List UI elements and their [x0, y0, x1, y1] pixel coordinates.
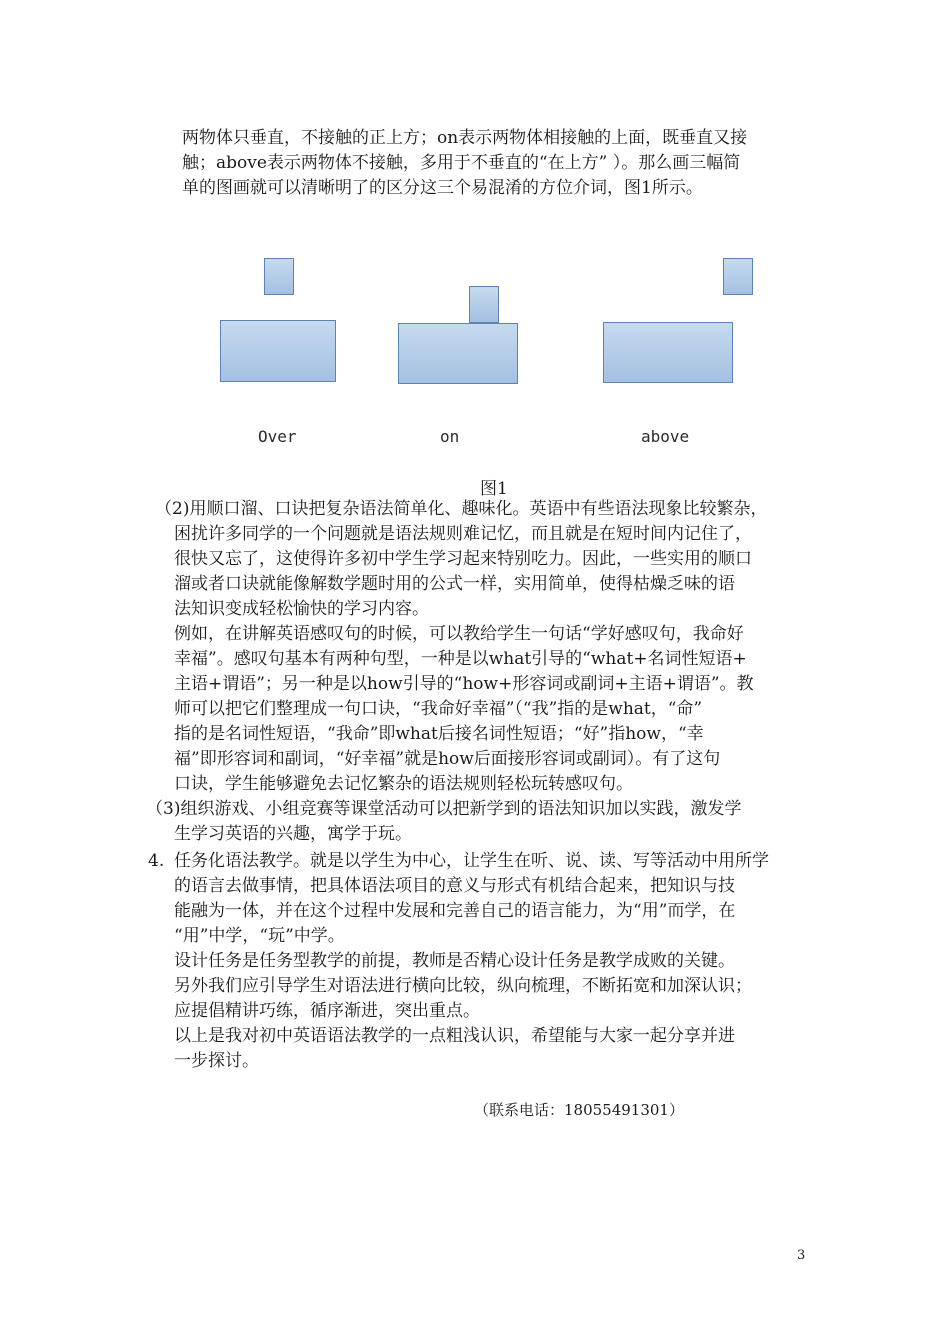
intro-line: 单的图画就可以清晰明了的区分这三个易混淆的方位介词，图1所示。 [182, 178, 703, 198]
figure-caption: 图1 [480, 479, 508, 499]
section4-number: 4. [148, 851, 165, 871]
section4-line: 能融为一体，并在这个过程中发展和完善自己的语言能力，为“用”而学，在 [174, 901, 736, 921]
section4-line: 应提倡精讲巧练，循序渐进，突出重点。 [174, 1001, 480, 1021]
section4-line: 以上是我对初中英语语法教学的一点粗浅认识，希望能与大家一起分享并进 [174, 1026, 735, 1046]
section2-line: 溜或者口诀就能像解数学题时用的公式一样，实用简单，使得枯燥乏味的语 [174, 574, 735, 594]
over-top-box [264, 258, 294, 295]
section2-line: 很快又忘了，这使得许多初中学生学习起来特别吃力。因此，一些实用的顺口 [174, 549, 752, 569]
section2-line: 困扰许多同学的一个问题就是语法规则难记忆，而且就是在短时间内记住了， [174, 524, 752, 544]
contact-phone: （联系电话：18055491301） [474, 1101, 684, 1119]
over-base-box [220, 320, 336, 382]
section2-line: （2)用顺口溜、口诀把复杂语法简单化、趣味化。英语中有些语法现象比较繁杂， [155, 499, 768, 519]
label-on: on [440, 427, 460, 446]
above-top-box [723, 258, 753, 295]
section3-line: （3)组织游戏、小组竞赛等课堂活动可以把新学到的语法知识加以实践，激发学 [146, 799, 742, 819]
on-top-box [469, 286, 499, 323]
section2-line: 指的是名词性短语，“我命”即what后接名词性短语；“好”指how，“幸 [174, 724, 704, 744]
on-base-box [398, 323, 518, 384]
page-number: 3 [797, 1248, 806, 1263]
section4-line: 一步探讨。 [174, 1051, 259, 1071]
section4-line: 的语言去做事情，把具体语法项目的意义与形式有机结合起来，把知识与技 [174, 876, 735, 896]
section3-line: 生学习英语的兴趣，寓学于玩。 [174, 824, 412, 844]
section2-line: 主语+谓语”；另一种是以how引导的“how+形容词或副词+主语+谓语”。教 [174, 674, 754, 694]
section2-line: 师可以把它们整理成一句口诀，“我命好幸福”（“我”指的是what，“命” [174, 699, 703, 719]
intro-line: 触；above表示两物体不接触，多用于不垂直的“在上方” ）。那么画三幅简 [182, 153, 741, 173]
intro-line: 两物体只垂直，不接触的正上方；on表示两物体相接触的上面，既垂直又接 [182, 128, 748, 148]
section2-line: 口诀，学生能够避免去记忆繁杂的语法规则轻松玩转感叹句。 [174, 774, 633, 794]
section4-line: 任务化语法教学。就是以学生为中心，让学生在听、说、读、写等活动中用所学 [174, 851, 769, 871]
section2-line: 福”即形容词和副词，“好幸福”就是how后面接形容词或副词）。有了这句 [174, 749, 721, 769]
above-base-box [603, 322, 733, 383]
section4-line: “用”中学，“玩”中学。 [174, 926, 345, 946]
label-above: above [641, 427, 690, 446]
section4-line: 另外我们应引导学生对语法进行横向比较，纵向梳理，不断拓宽和加深认识； [174, 976, 752, 996]
label-over: Over [258, 427, 297, 446]
section2-line: 例如，在讲解英语感叹句的时候，可以教给学生一句话“学好感叹句，我命好 [174, 624, 744, 644]
section2-line: 法知识变成轻松愉快的学习内容。 [174, 599, 429, 619]
section4-line: 设计任务是任务型教学的前提，教师是否精心设计任务是教学成败的关键。 [174, 951, 735, 971]
section2-line: 幸福”。感叹句基本有两种句型，一种是以what引导的“what+名词性短语+ [174, 649, 747, 669]
